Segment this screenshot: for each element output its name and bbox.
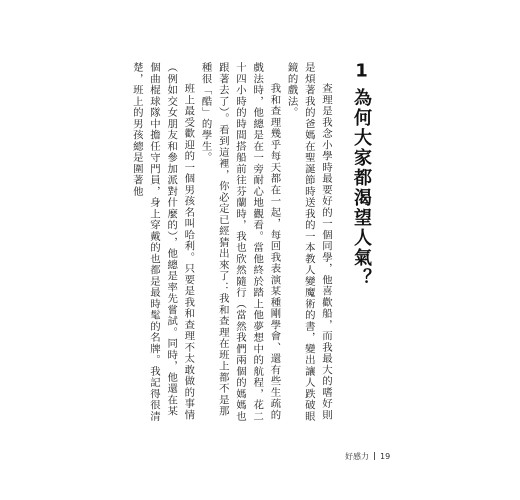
paragraph-3: 班上最受歡迎的一個男孩名叫哈利。只要是我和查理不太敢做的事情（例如交女朋友和參加派對什麼的），他總是率先嘗試。同時，他還在某個曲棍球隊中擔任守門員，身上穿戴的也都是最時髦的名牌。我記得很清楚，班上的男孩總是圍著他 xyxy=(130,62,195,422)
paragraph-2: 我和查理幾乎每天都在一起，每回我表演某種剛學會、還有些生疏的戲法時，他總是在一旁耐心地觀看。當他終於踏上他夢想中的航程，花二十四小時的時間搭船前往芬蘭時，我也欣然隨行（當然我們兩個的媽媽也跟著去了）。看到這裡，你必定已經猜出來了：我和查理在班上都不是那種很「酷」的學生。 xyxy=(199,62,281,422)
footer-divider xyxy=(374,452,375,460)
chapter-title-text: 為何大家都渴望人氣？ xyxy=(351,88,372,288)
paragraph-1: 查理是我念小學時最要好的一個同學，他喜歡船，而我最大的嗜好則是煩著我的爸媽在聖誕節時送我的一本教人變魔術的書，變出讓人跌破眼鏡的戲法。 xyxy=(285,62,332,422)
body-text xyxy=(128,62,334,422)
running-title: 好感力 xyxy=(345,452,369,461)
page-number: 19 xyxy=(380,452,391,461)
page-footer xyxy=(345,451,390,462)
chapter-title xyxy=(350,62,372,288)
chapter-number: 1 xyxy=(355,62,368,80)
